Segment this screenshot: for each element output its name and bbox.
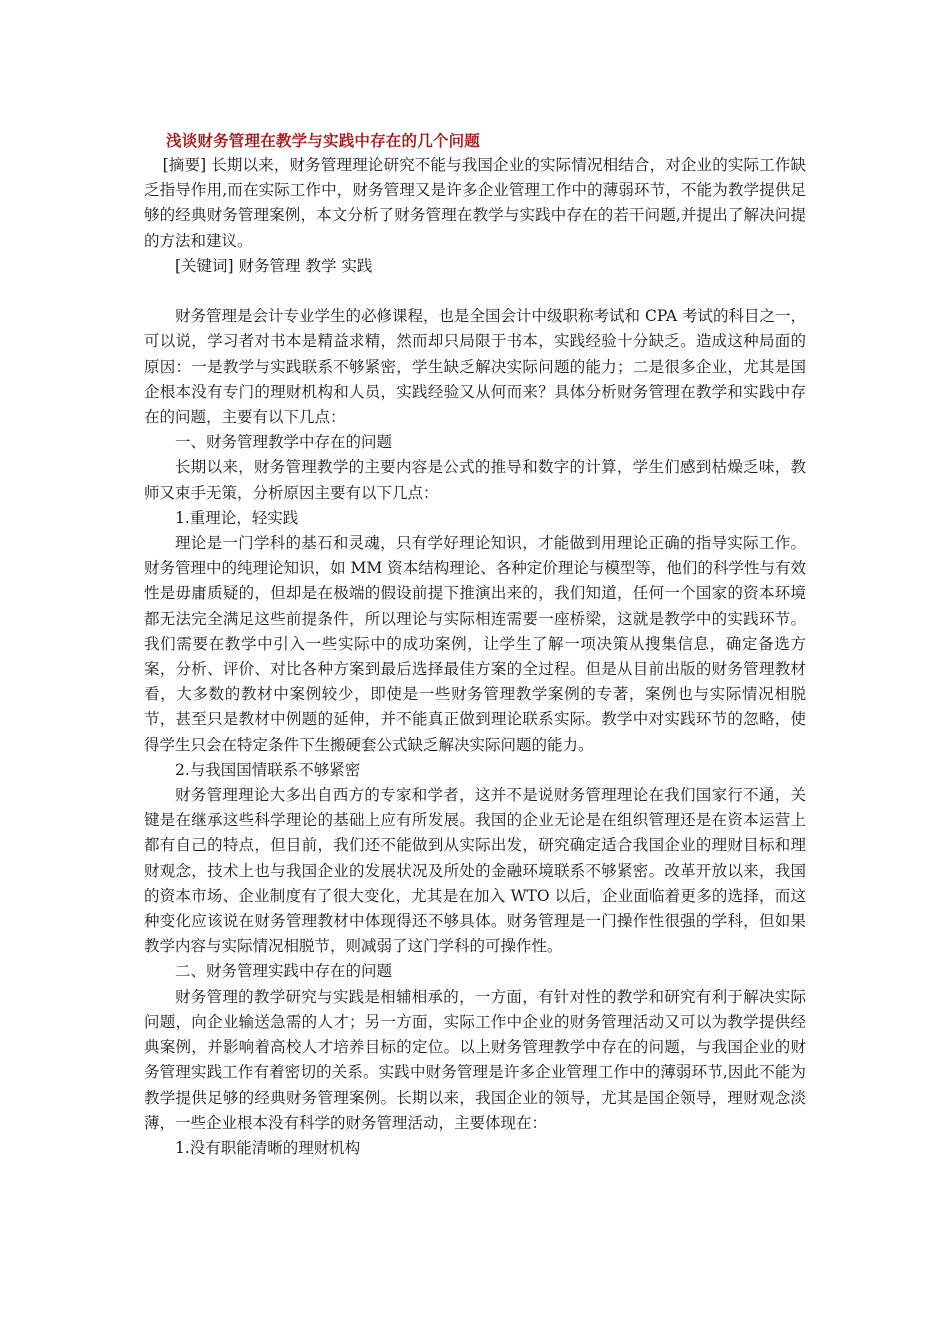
blank-line	[144, 279, 806, 304]
subsection-heading: 2.与我国国情联系不够紧密	[175, 760, 361, 779]
abstract-paragraph: [摘要] 长期以来，财务管理理论研究不能与我国企业的实际情况相结合，对企业的实际工作缺乏指导作用,而在实际工作中，财务管理又是许多企业管理工作中的薄弱环节，不能为教学提供足够的经典财务管理案例，本文分析了财务管理在教学与实践中存在的若干问题,并提出了解决问提的方法和建议。	[144, 156, 806, 250]
body-paragraph: 财务管理是会计专业学生的必修课程，也是全国会计中级职称考试和 CPA 考试的科目之一，可以说，学习者对书本是精益求精，然而却只局限于书本，实践经验十分缺乏。造成这种局面的原因：一是教学与实践联系不够紧密，学生缺乏解决实际问题的能力；二是很多企业，尤其是国企根本没有专门的理财机构和人员，实践经验又从何而来？具体分析财务管理在教学和实践中存在的问题，主要有以下几点：	[144, 307, 806, 427]
subsection-heading: 1.重理论，轻实践	[175, 508, 299, 527]
body-paragraph: 理论是一门学科的基石和灵魂，只有学好理论知识，才能做到用理论正确的指导实际工作。财务管理中的纯理论知识，如 MM 资本结构理论、各种定价理论与模型等，他们的科学性与有效性是毋庸质疑的，但却是在极端的假设前提下推演出来的，我们知道，任何一个国家的资本环境都无法完全满足这些前提条件，所以理论与实际相连需要一座桥梁，这就是教学中的实践环节。我们需要在教学中引入一些实际中的成功案例，让学生了解一项决策从搜集信息，确定备选方案，分析、评价、对比各种方案到最后选择最佳方案的全过程。但是从目前出版的财务管理教材看，大多数的教材中案例较少，即使是一些财务管理教学案例的专著，案例也与实际情况相脱节，甚至只是教材中例题的延伸，并不能真正做到理论联系实际。教学中对实践环节的忽略，使得学生只会在特定条件下生搬硬套公式缺乏解决实际问题的能力。	[144, 534, 806, 754]
body-paragraph: 财务管理的教学研究与实践是相辅相承的，一方面，有针对性的教学和研究有利于解决实际问题，向企业输送急需的人才；另一方面，实际工作中企业的财务管理活动又可以为教学提供经典案例，并影响着高校人才培养目标的定位。以上财务管理教学中存在的问题，与我国企业的财务管理实践工作有着密切的关系。实践中财务管理是许多企业管理工作中的薄弱环节,因此不能为教学提供足够的经典财务管理案例。长期以来，我国企业的领导，尤其是国企领导，理财观念淡薄，一些企业根本没有科学的财务管理活动，主要体现在：	[144, 987, 806, 1132]
document-title: 浅谈财务管理在教学与实践中存在的几个问题	[166, 131, 481, 150]
body-paragraph: 财务管理理论大多出自西方的专家和学者，这并不是说财务管理理论在我们国家行不通，关键是在继承这些科学理论的基础上应有所发展。我国的企业无论是在组织管理还是在资本运营上都有自己的特点，但目前，我们还不能做到从实际出发，研究确定适合我国企业的理财目标和理财观念，技术上也与我国企业的发展状况及所处的金融环境联系不够紧密。改革开放以来，我国的资本市场、企业制度有了很大变化，尤其是在加入 WTO 以后，企业面临着更多的选择，而这种变化应该说在财务管理教材中体现得还不够具体。财务管理是一门操作性很强的学科，但如果教学内容与实际情况相脱节，则减弱了这门学科的可操作性。	[144, 786, 806, 956]
section-heading: 二、财务管理实践中存在的问题	[175, 962, 393, 981]
document-page	[144, 118, 806, 1161]
body-paragraph: 长期以来，财务管理教学的主要内容是公式的推导和数字的计算，学生们感到枯燥乏味，教师又束手无策，分析原因主要有以下几点：	[144, 458, 806, 502]
subsection-heading: 1.没有职能清晰的理财机构	[175, 1138, 361, 1157]
keywords-line: [关键词] 财务管理 教学 实践	[175, 256, 373, 275]
section-heading: 一、财务管理教学中存在的问题	[175, 433, 393, 452]
